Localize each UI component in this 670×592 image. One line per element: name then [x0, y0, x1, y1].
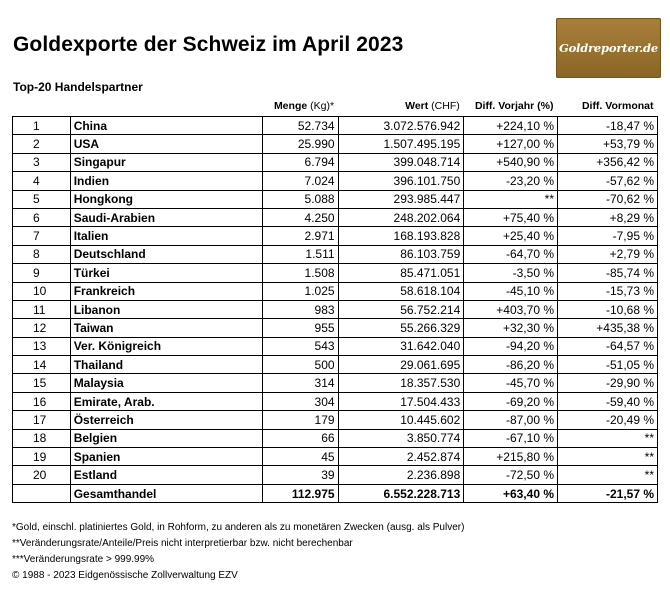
wert-cell: 10.445.602 — [338, 411, 464, 429]
diff-vormonat-cell: -57,62 % — [558, 172, 658, 190]
menge-cell: 1.025 — [263, 282, 338, 300]
table-row — [13, 190, 658, 208]
table-subtitle: Top-20 Handelspartner — [13, 80, 143, 94]
wert-cell: 58.618.104 — [338, 282, 464, 300]
country-cell: Saudi-Arabien — [70, 208, 263, 226]
rank-cell: 19 — [13, 448, 71, 466]
wert-cell: 17.504.433 — [338, 392, 464, 410]
rank-cell: 16 — [13, 392, 71, 410]
diff-vormonat-cell: -15,73 % — [558, 282, 658, 300]
rank-cell: 1 — [13, 117, 71, 135]
total-row — [13, 484, 658, 502]
rank-cell: 6 — [13, 208, 71, 226]
wert-cell: 3.850.774 — [338, 429, 464, 447]
rank-cell: 8 — [13, 245, 71, 263]
rank-cell: 17 — [13, 411, 71, 429]
country-cell: Ver. Königreich — [70, 337, 263, 355]
menge-cell: 52.734 — [263, 117, 338, 135]
logo-text: Goldreporter.de — [558, 41, 659, 55]
wert-cell: 29.061.695 — [338, 356, 464, 374]
country-cell: Türkei — [70, 264, 263, 282]
rank-cell: 14 — [13, 356, 71, 374]
country-cell: Taiwan — [70, 319, 263, 337]
country-cell: USA — [70, 135, 263, 153]
table-row — [13, 319, 658, 337]
diff-vormonat-cell: -29,90 % — [558, 374, 658, 392]
rank-cell: 7 — [13, 227, 71, 245]
country-cell: Frankreich — [70, 282, 263, 300]
menge-cell: 45 — [263, 448, 338, 466]
diff-vormonat-cell: +2,79 % — [558, 245, 658, 263]
diff-vorjahr-cell: -64,70 % — [464, 245, 558, 263]
diff-vorjahr-cell: -94,20 % — [464, 337, 558, 355]
diff-vormonat-cell: ** — [558, 429, 658, 447]
country-cell: Deutschland — [70, 245, 263, 263]
menge-cell: 1.511 — [263, 245, 338, 263]
rank-cell: 20 — [13, 466, 71, 484]
menge-cell: 314 — [263, 374, 338, 392]
rank-cell: 13 — [13, 337, 71, 355]
diff-vorjahr-cell: -72,50 % — [464, 466, 558, 484]
diff-vorjahr-cell: +32,30 % — [464, 319, 558, 337]
total-diff-vormonat: -21,57 % — [558, 484, 658, 502]
diff-vormonat-cell: -20,49 % — [558, 411, 658, 429]
table-row — [13, 135, 658, 153]
table-row — [13, 245, 658, 263]
table-row — [13, 264, 658, 282]
country-cell: Malaysia — [70, 374, 263, 392]
copyright: © 1988 - 2023 Eidgenössische Zollverwaltung EZV — [12, 570, 238, 581]
diff-vormonat-cell: -18,47 % — [558, 117, 658, 135]
rank-cell: 4 — [13, 172, 71, 190]
table-row — [13, 282, 658, 300]
table-row — [13, 153, 658, 171]
table-row — [13, 172, 658, 190]
diff-vormonat-cell: -51,05 % — [558, 356, 658, 374]
menge-cell: 39 — [263, 466, 338, 484]
diff-vormonat-cell: -59,40 % — [558, 392, 658, 410]
header-wert: Wert (CHF) — [405, 100, 460, 112]
rank-cell: 12 — [13, 319, 71, 337]
header-row — [13, 96, 658, 117]
menge-cell: 25.990 — [263, 135, 338, 153]
rank-cell: 18 — [13, 429, 71, 447]
header-diff-vormonat: Diff. Vormonat — [581, 100, 654, 112]
country-cell: Hongkong — [70, 190, 263, 208]
total-label: Gesamthandel — [70, 484, 263, 502]
rank-cell: 11 — [13, 300, 71, 318]
table-row — [13, 429, 658, 447]
menge-cell: 543 — [263, 337, 338, 355]
wert-cell: 293.985.447 — [338, 190, 464, 208]
footnote: **Veränderungsrate/Anteile/Preis nicht interpretierbar bzw. nicht berechenbar — [12, 538, 353, 549]
diff-vormonat-cell: +435,38 % — [558, 319, 658, 337]
diff-vorjahr-cell: +540,90 % — [464, 153, 558, 171]
table-row — [13, 227, 658, 245]
country-cell: Estland — [70, 466, 263, 484]
total-rank-cell — [13, 484, 71, 502]
diff-vorjahr-cell: -45,70 % — [464, 374, 558, 392]
table-row — [13, 448, 658, 466]
menge-cell: 5.088 — [263, 190, 338, 208]
export-table — [12, 96, 658, 503]
diff-vormonat-cell: +8,29 % — [558, 208, 658, 226]
goldreporter-logo[interactable] — [556, 18, 661, 78]
diff-vorjahr-cell: -87,00 % — [464, 411, 558, 429]
wert-cell: 86.103.759 — [338, 245, 464, 263]
diff-vormonat-cell: -85,74 % — [558, 264, 658, 282]
menge-cell: 304 — [263, 392, 338, 410]
total-wert: 6.552.228.713 — [338, 484, 464, 502]
page-title: Goldexporte der Schweiz im April 2023 — [13, 33, 404, 56]
wert-cell: 399.048.714 — [338, 153, 464, 171]
rank-cell: 5 — [13, 190, 71, 208]
country-cell: Österreich — [70, 411, 263, 429]
diff-vorjahr-cell: +403,70 % — [464, 300, 558, 318]
country-cell: Singapur — [70, 153, 263, 171]
menge-cell: 1.508 — [263, 264, 338, 282]
wert-cell: 248.202.064 — [338, 208, 464, 226]
diff-vorjahr-cell: -67,10 % — [464, 429, 558, 447]
rank-cell: 2 — [13, 135, 71, 153]
table-row — [13, 411, 658, 429]
footnotes — [12, 520, 464, 584]
menge-cell: 179 — [263, 411, 338, 429]
wert-cell: 396.101.750 — [338, 172, 464, 190]
diff-vorjahr-cell: -86,20 % — [464, 356, 558, 374]
menge-cell: 7.024 — [263, 172, 338, 190]
diff-vorjahr-cell: +215,80 % — [464, 448, 558, 466]
wert-cell: 18.357.530 — [338, 374, 464, 392]
menge-cell: 4.250 — [263, 208, 338, 226]
diff-vorjahr-cell: -23,20 % — [464, 172, 558, 190]
country-cell: Belgien — [70, 429, 263, 447]
table-row — [13, 117, 658, 135]
wert-cell: 168.193.828 — [338, 227, 464, 245]
menge-cell: 500 — [263, 356, 338, 374]
menge-cell: 6.794 — [263, 153, 338, 171]
diff-vormonat-cell: +53,79 % — [558, 135, 658, 153]
diff-vorjahr-cell: +224,10 % — [464, 117, 558, 135]
diff-vormonat-cell: -70,62 % — [558, 190, 658, 208]
diff-vorjahr-cell: +127,00 % — [464, 135, 558, 153]
diff-vorjahr-cell: +25,40 % — [464, 227, 558, 245]
country-cell: Indien — [70, 172, 263, 190]
header-diff-vorjahr: Diff. Vorjahr (%) — [474, 100, 554, 112]
footnote: ***Veränderungsrate > 999.99% — [12, 554, 155, 565]
country-cell: Thailand — [70, 356, 263, 374]
menge-cell: 955 — [263, 319, 338, 337]
diff-vorjahr-cell: ** — [464, 190, 558, 208]
diff-vorjahr-cell: -69,20 % — [464, 392, 558, 410]
diff-vormonat-cell: -64,57 % — [558, 337, 658, 355]
total-diff-vorjahr: +63,40 % — [464, 484, 558, 502]
rank-cell: 9 — [13, 264, 71, 282]
footnote: *Gold, einschl. platiniertes Gold, in Rohform, zu anderen als zu monetären Zwecken (ausg. als Pulver) — [12, 522, 465, 533]
wert-cell: 2.236.898 — [338, 466, 464, 484]
diff-vorjahr-cell: +75,40 % — [464, 208, 558, 226]
country-cell: Italien — [70, 227, 263, 245]
table-row — [13, 392, 658, 410]
table-row — [13, 374, 658, 392]
country-cell: China — [70, 117, 263, 135]
wert-cell: 31.642.040 — [338, 337, 464, 355]
diff-vormonat-cell: ** — [558, 448, 658, 466]
wert-cell: 85.471.051 — [338, 264, 464, 282]
diff-vormonat-cell: ** — [558, 466, 658, 484]
rank-cell: 10 — [13, 282, 71, 300]
table-row — [13, 208, 658, 226]
country-cell: Libanon — [70, 300, 263, 318]
table-row — [13, 466, 658, 484]
wert-cell: 2.452.874 — [338, 448, 464, 466]
wert-cell: 3.072.576.942 — [338, 117, 464, 135]
country-cell: Emirate, Arab. — [70, 392, 263, 410]
header-menge: Menge (Kg)* — [273, 100, 335, 112]
diff-vormonat-cell: -10,68 % — [558, 300, 658, 318]
diff-vorjahr-cell: -3,50 % — [464, 264, 558, 282]
rank-cell: 3 — [13, 153, 71, 171]
diff-vormonat-cell: +356,42 % — [558, 153, 658, 171]
diff-vormonat-cell: -7,95 % — [558, 227, 658, 245]
diff-vorjahr-cell: -45,10 % — [464, 282, 558, 300]
table-row — [13, 337, 658, 355]
header-country — [70, 96, 263, 117]
rank-cell: 15 — [13, 374, 71, 392]
menge-cell: 2.971 — [263, 227, 338, 245]
country-cell: Spanien — [70, 448, 263, 466]
wert-cell: 56.752.214 — [338, 300, 464, 318]
menge-cell: 983 — [263, 300, 338, 318]
header-rank — [13, 96, 71, 117]
total-menge: 112.975 — [263, 484, 338, 502]
wert-cell: 55.266.329 — [338, 319, 464, 337]
table-row — [13, 300, 658, 318]
menge-cell: 66 — [263, 429, 338, 447]
wert-cell: 1.507.495.195 — [338, 135, 464, 153]
table-row — [13, 356, 658, 374]
